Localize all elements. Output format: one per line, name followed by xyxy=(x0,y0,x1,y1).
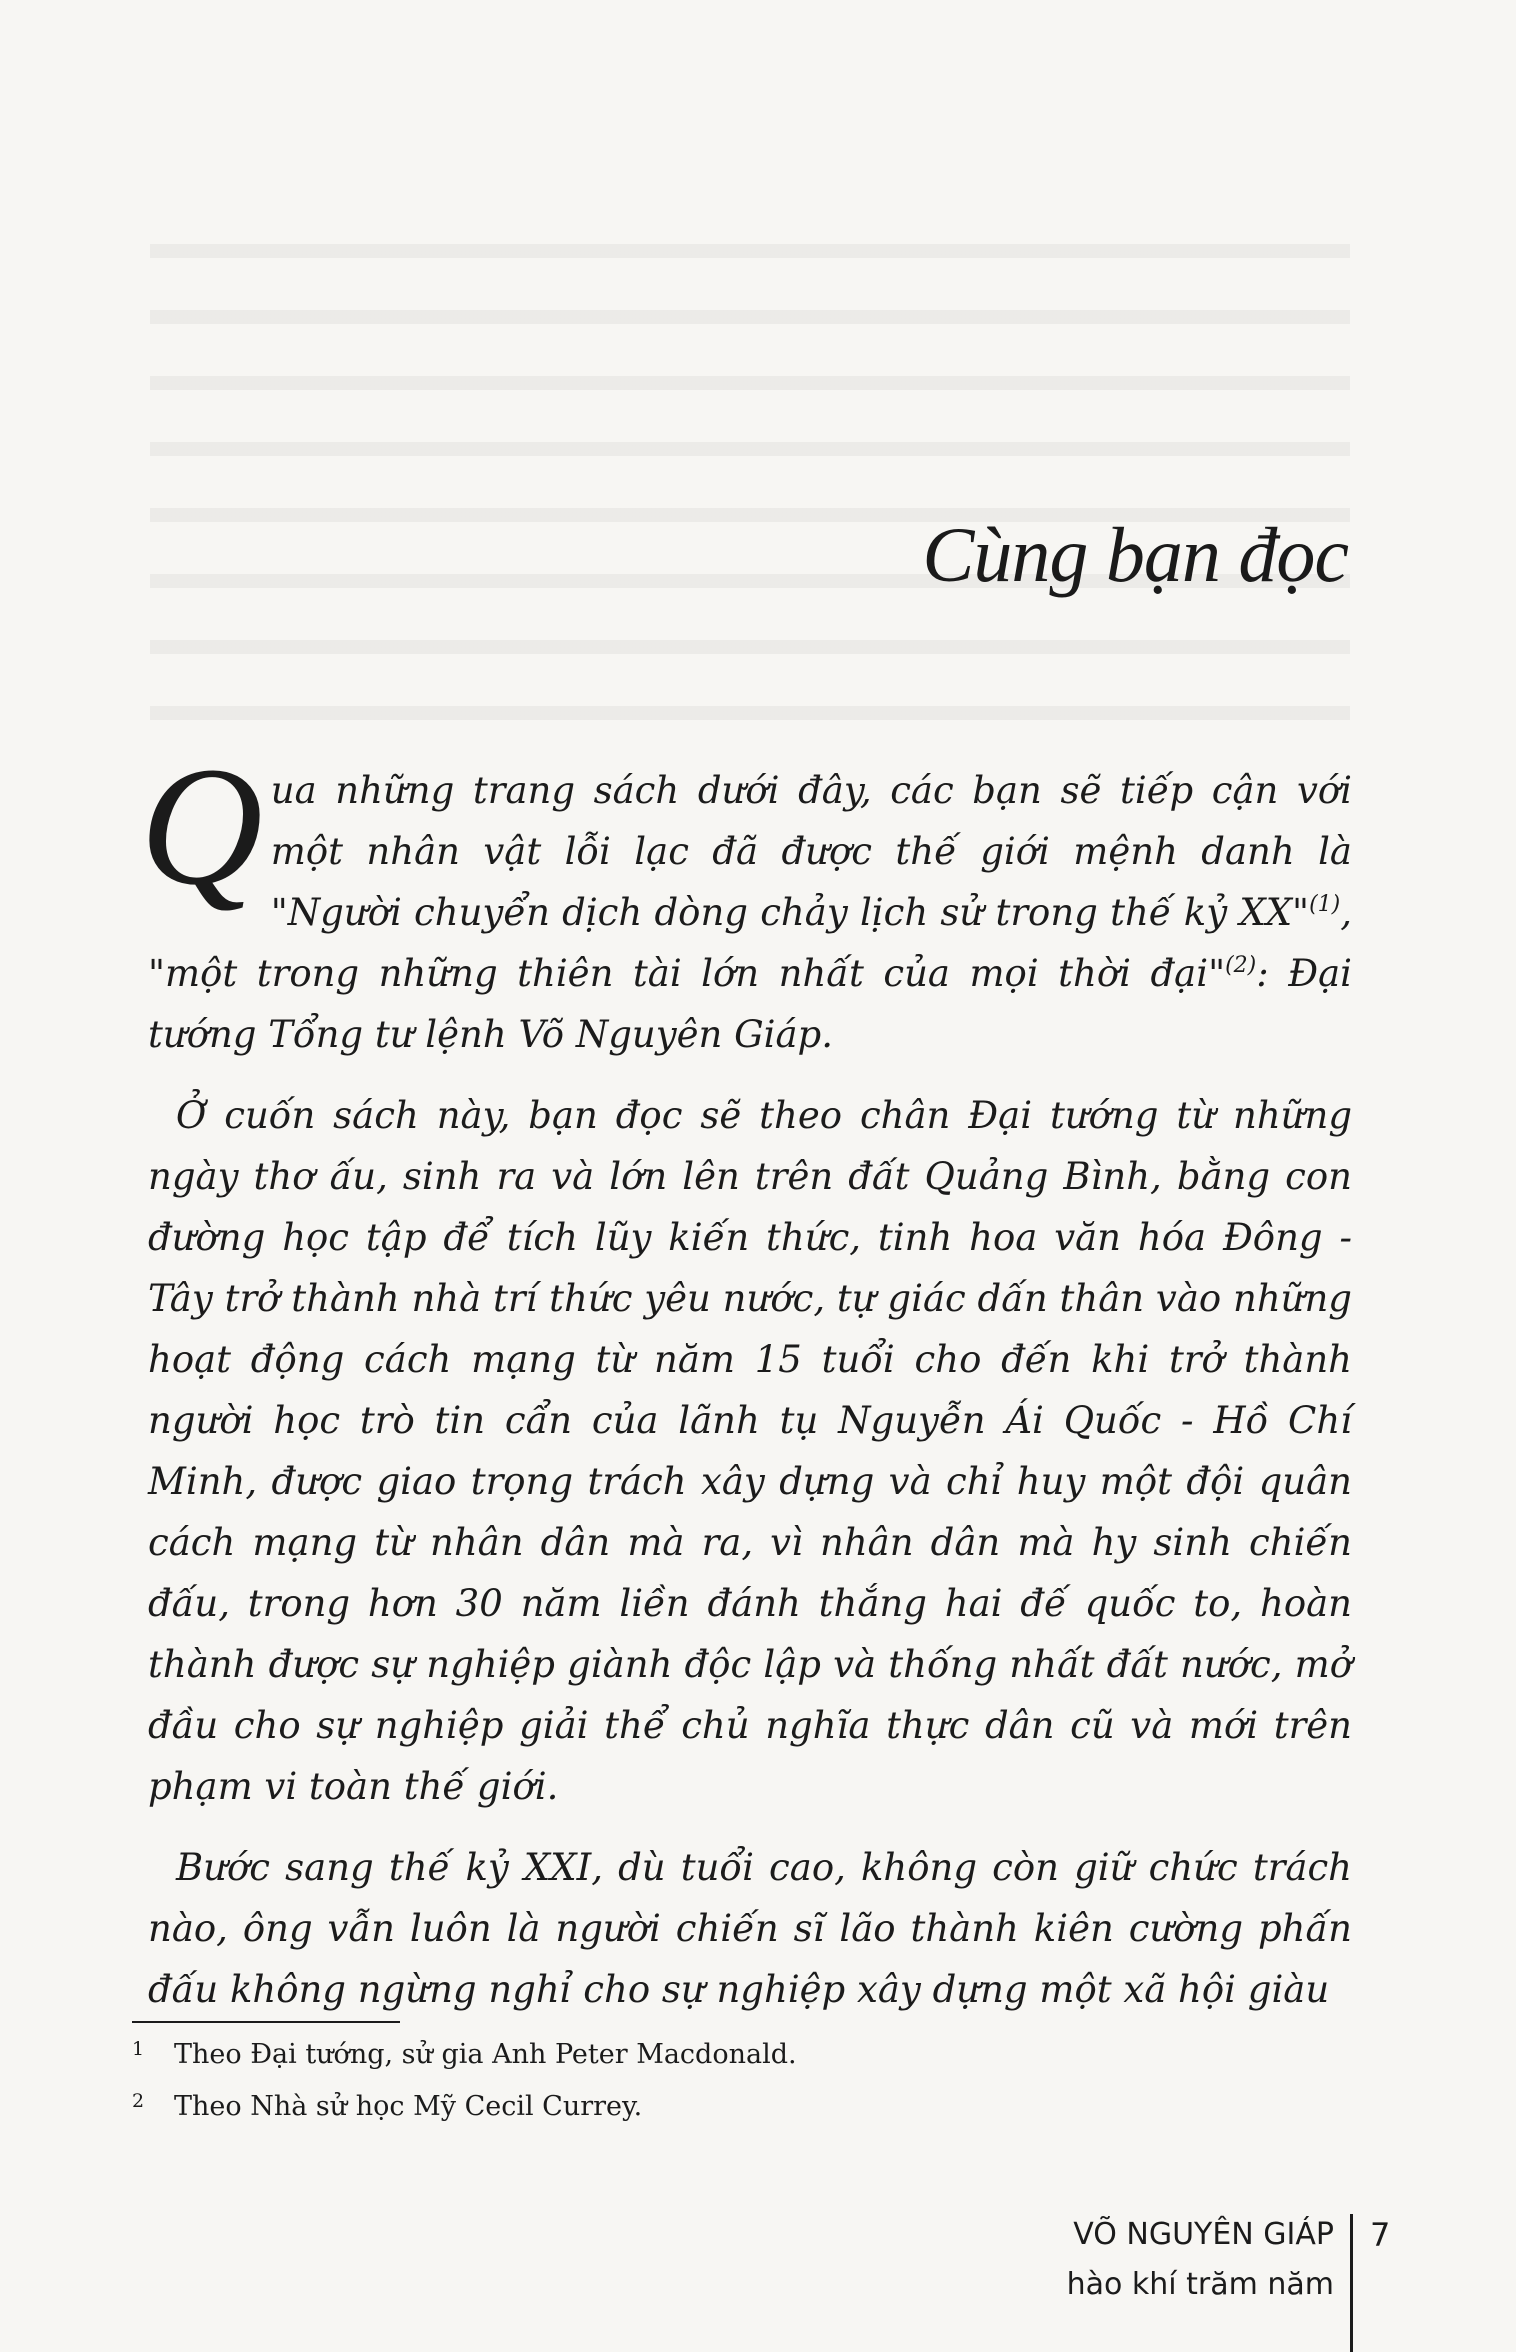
footer-subtitle: hào khí trăm năm xyxy=(1066,2267,1334,2302)
show-through-texture xyxy=(150,200,1350,760)
paragraph-3: Bước sang thế kỷ XXI, dù tuổi cao, không còn giữ chức trách nào, ông vẫn luôn là người chiến sĩ lão thành kiên cường phấn đấu không ngừng nghỉ cho sự nghiệp xây dựng một xã hội giàu xyxy=(148,1846,1352,2011)
paragraph-1-segment-1: ua những trang sách dưới đây, các bạn sẽ tiếp cận với một nhân vật lỗi lạc đã được thế giới mệnh danh là "Người chuyển dịch dòng chảy lịch sử trong thế kỷ XX" xyxy=(270,769,1352,934)
page-title: Cùng bạn đọc xyxy=(922,511,1348,598)
footnote-1 xyxy=(132,2030,1232,2082)
footnote-text: Theo Đại tướng, sử gia Anh Peter Macdonald. xyxy=(174,2039,797,2070)
running-footer xyxy=(1067,2210,1334,2310)
paragraph-1-segment-2: , "một trong những thiên tài lớn nhất của mọi thời đại" xyxy=(148,891,1352,995)
footnote-number: 1 xyxy=(132,2038,145,2060)
footer-book-title: VÕ NGUYÊN GIÁP xyxy=(1073,2217,1334,2252)
footnote-text: Theo Nhà sử học Mỹ Cecil Currey. xyxy=(174,2091,643,2122)
paragraph-2: Ở cuốn sách này, bạn đọc sẽ theo chân Đại tướng từ những ngày thơ ấu, sinh ra và lớn lên trên đất Quảng Bình, bằng con đường học tập để tích lũy kiến thức, tinh hoa văn hóa Đông - Tây trở thành nhà trí thức yêu nước, tự giác dấn thân vào những hoạt động cách mạng từ năm 15 tuổi cho đến khi trở thành người học trò tin cẩn của lãnh tụ Nguyễn Ái Quốc - Hồ Chí Minh, được giao trọng trách xây dựng và chỉ huy một đội quân cách mạng từ nhân dân mà ra, vì nhân dân mà hy sinh chiến đấu, trong hơn 30 năm liền đánh thắng hai đế quốc to, hoàn thành được sự nghiệp giành độc lập và thống nhất đất nước, mở đầu cho sự nghiệp giải thể chủ nghĩa thực dân cũ và mới trên phạm vi toàn thế giới. xyxy=(148,1094,1352,1808)
body-text xyxy=(140,732,1353,2040)
paragraph-1-segment-3: : Đại tướng Tổng tư lệnh Võ Nguyên Giáp. xyxy=(148,952,1353,1056)
footnote-number: 2 xyxy=(132,2090,145,2112)
paragraph-1 xyxy=(140,732,1353,1065)
footnote-ref-1[interactable]: (1) xyxy=(1309,892,1341,917)
footnotes xyxy=(132,2030,1232,2134)
footnote-2 xyxy=(132,2082,1232,2134)
page-number: 7 xyxy=(1370,2216,1391,2254)
drop-cap: Q xyxy=(140,732,263,920)
footer-divider xyxy=(1350,2214,1353,2352)
footnote-divider xyxy=(132,2021,400,2023)
footnote-ref-2[interactable]: (2) xyxy=(1225,953,1257,978)
